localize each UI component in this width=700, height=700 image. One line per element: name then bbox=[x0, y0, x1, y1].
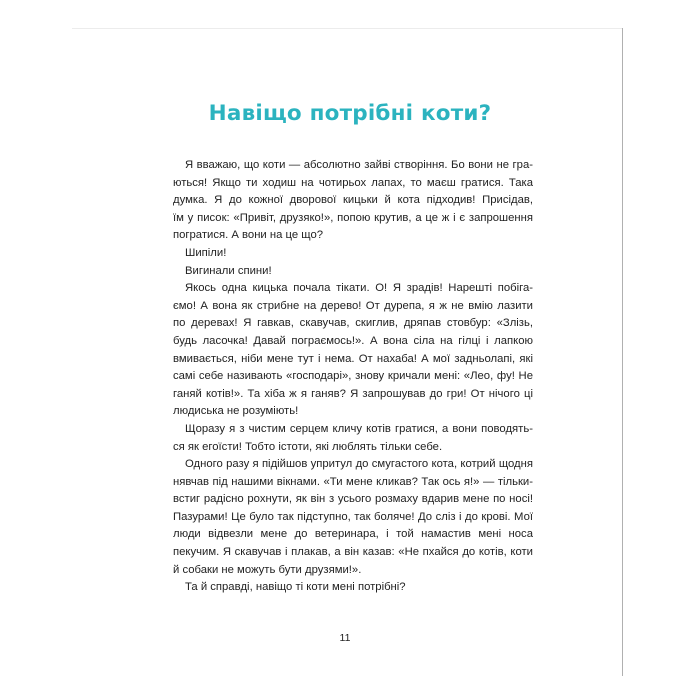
text-line: будь ласочка! Давай пограємось!». А вона сіла на гілці і лапкою bbox=[173, 334, 533, 347]
text-line: людиська не розуміють! bbox=[173, 405, 299, 418]
top-divider bbox=[72, 28, 622, 29]
text-line: Я вважаю, що коти — абсолютно зайві створіння. Бо вони не гра- bbox=[185, 159, 533, 171]
text-line: погратися. А вони на це що? bbox=[173, 229, 324, 242]
text-line: вмивається, ніби мене тут і нема. От нахаба! А мої задньолапі, які bbox=[173, 352, 533, 365]
text-line: самі себе називають «господарі», знову кричали мені: «Лео, фу! Не bbox=[173, 370, 533, 383]
text-line: й собаки не можуть бути друзями!». bbox=[173, 563, 362, 576]
page-edge-divider bbox=[622, 28, 623, 676]
text-line: нявчав під нашими вікнами. «Ти мене кликав? Так ось я!» — тільки- bbox=[173, 475, 533, 488]
text-line: Одного разу я підійшов упритул до смугастого кота, котрий щодня bbox=[185, 458, 533, 471]
chapter-title: Навіщо потрібні коти? bbox=[208, 101, 492, 126]
text-line: встиг радісно рохнути, як він з усього розмаху вдарив мене по носі! bbox=[173, 493, 533, 506]
text-line: ганяй котів!». Та хіба ж я ганяв? Я запрошував до гри! От нічого ці bbox=[173, 387, 533, 400]
text-line: Пазурами! Це було так підступно, так боляче! До сліз і до крові. Мої bbox=[173, 510, 533, 523]
text-line: люди відвезли мене до ветеринара, і той намастив мені носа bbox=[173, 528, 533, 541]
text-line: думка. Я до кожної дворової кицьки й кота підходив! Присідав, bbox=[173, 194, 533, 207]
text-line: Вигинали спини! bbox=[185, 264, 272, 277]
text-line: по деревах! Я гавкав, скавучав, скиглив, дряпав стовбур: «Злізь, bbox=[173, 317, 533, 330]
text-line: пекучим. Я скавучав і плакав, а він казав: «Не пхайся до котів, коти bbox=[173, 546, 533, 559]
text-line: Шипіли! bbox=[185, 246, 227, 259]
story-text bbox=[173, 157, 533, 597]
text-line: Та й справді, навіщо ті коти мені потрібні? bbox=[185, 581, 406, 594]
text-line: Якось одна кицька почала тікати. О! Я зрадів! Нарешті побіга- bbox=[185, 282, 533, 295]
text-line: ються! Якщо ти ходиш на чотирьох лапах, то маєш гратися. Така bbox=[173, 176, 533, 189]
text-line: ся як егоїсти! Тобто істоти, які люблять тільки себе. bbox=[173, 440, 443, 453]
text-line: їм у писок: «Привіт, друзяко!», попою крутив, а це ж і є запрошення bbox=[173, 211, 533, 224]
page-number: 11 bbox=[339, 632, 351, 644]
text-line: Щоразу я з чистим серцем кличу котів гратися, а вони поводять- bbox=[185, 422, 533, 435]
text-line: ємо! А вона як стрибне на дерево! От дурепа, я ж не вмію лазити bbox=[173, 299, 533, 312]
